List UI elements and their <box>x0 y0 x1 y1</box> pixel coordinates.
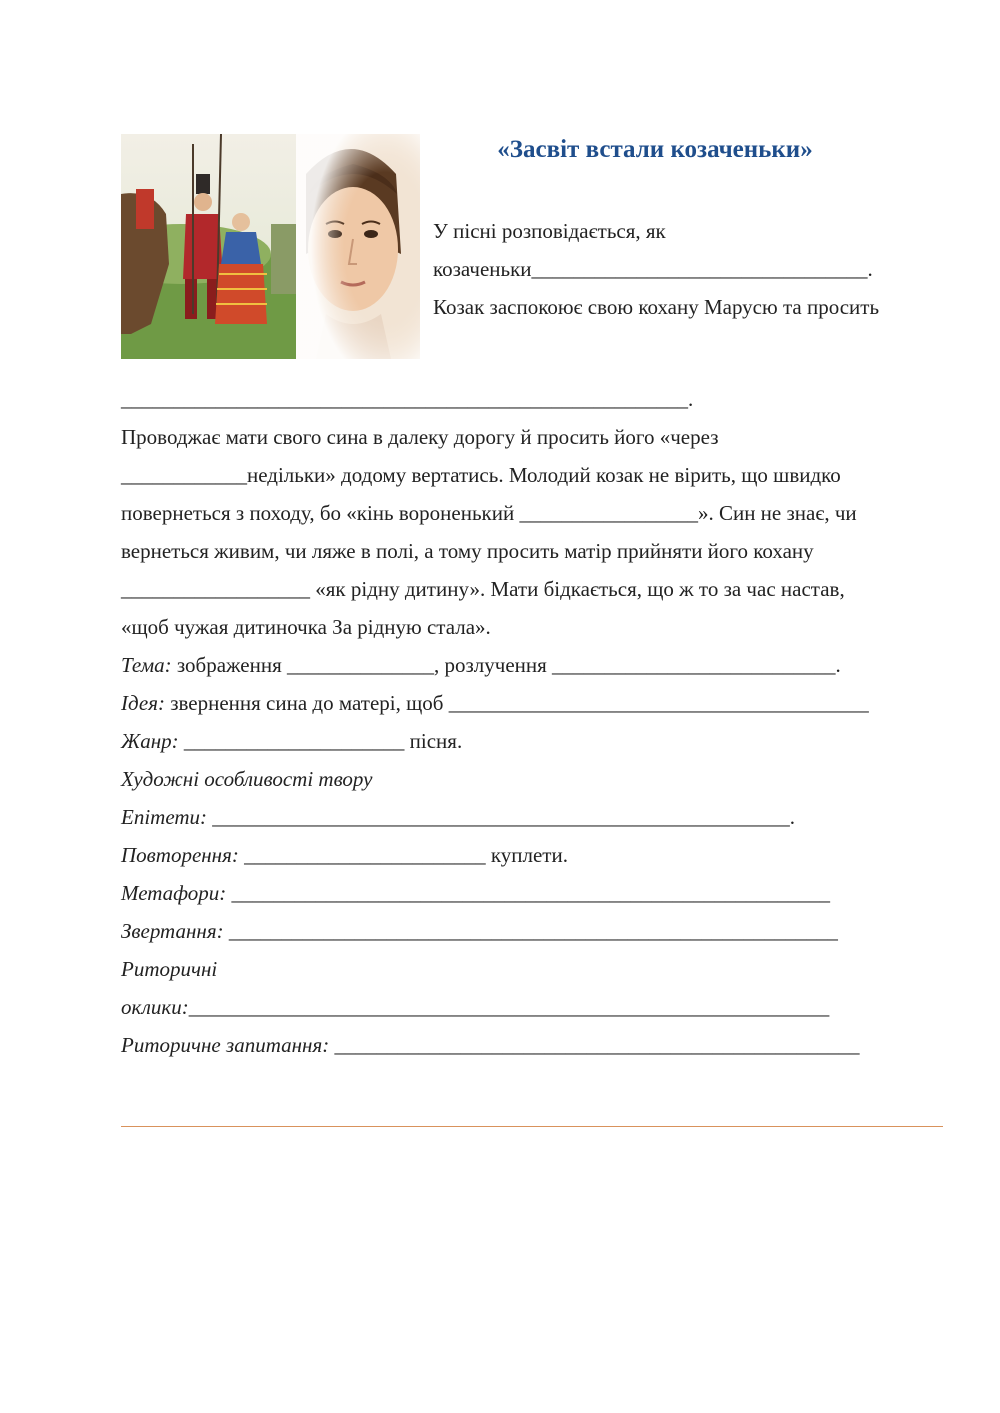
field-label: Риторичне запитання: <box>121 1033 330 1057</box>
field-rytorychni-oklyky <box>121 988 956 1026</box>
field-blank: _____________________________________________________________ <box>188 995 830 1019</box>
blank-line: ______________________________________________________. <box>121 387 694 411</box>
text-line: вернеться живим, чи ляже в полі, а тому просить матір прийняти його кохану <box>121 539 814 563</box>
field-label: Звертання: <box>121 919 224 943</box>
field-label: Тема: <box>121 653 172 677</box>
field-blank: _________________________________________________________ <box>226 881 831 905</box>
field-ideya <box>121 684 956 722</box>
field-label: Повторення: <box>121 843 239 867</box>
text-line: «щоб чужая дитиночка За рідную стала». <box>121 615 491 639</box>
cossack-farewell-illustration <box>121 134 420 359</box>
field-label: Жанр: <box>121 729 179 753</box>
field-tema <box>121 646 956 684</box>
intro-line-blank: козаченьки________________________________. <box>433 257 873 281</box>
intro-line: Козак заспокоює свою кохану Марусю та просить <box>433 295 880 319</box>
field-rytorychni-label <box>121 950 956 988</box>
field-label: Метафори: <box>121 881 227 905</box>
field-blank: _______________________________________________________. <box>207 805 796 829</box>
field-label: оклики: <box>121 995 189 1019</box>
worksheet-body <box>121 380 956 1064</box>
divider-rule <box>121 1126 943 1127</box>
intro-line: У пісні розповідається, як <box>433 219 666 243</box>
intro-paragraph <box>433 212 953 326</box>
field-blank: _____________________ пісня. <box>178 729 463 753</box>
field-povtorennya <box>121 836 956 874</box>
field-blank: зображення ______________, розлучення ___________________________. <box>171 653 841 677</box>
field-label: Ідея: <box>121 691 165 715</box>
field-metafory <box>121 874 956 912</box>
field-blank: __________________________________________________________ <box>223 919 838 943</box>
text-line: Проводжає мати свого сина в далеку дорогу й просить його «через <box>121 425 719 449</box>
field-label: Риторичні <box>121 957 218 981</box>
field-epitety <box>121 798 956 836</box>
field-blank: звернення сина до матері, щоб ________________________________________ <box>164 691 869 715</box>
field-label: Художні особливості твору <box>121 767 373 791</box>
text-line: ____________недільки» додому вертатись. Молодий козак не вірить, що швидко <box>121 463 841 487</box>
features-heading <box>121 760 956 798</box>
text-line: повернеться з походу, бо «кінь вороненький _________________». Син не знає, чи <box>121 501 857 525</box>
field-zvertannya <box>121 912 956 950</box>
field-blank: _______________________ куплети. <box>238 843 568 867</box>
field-blank: __________________________________________________ <box>329 1033 860 1057</box>
text-line: __________________ «як рідну дитину». Мати бідкається, що ж то за час настав, <box>121 577 845 601</box>
page-title: «Засвіт встали козаченьки» <box>497 136 813 163</box>
field-label: Епітети: <box>121 805 208 829</box>
field-zapytannya <box>121 1026 956 1064</box>
field-zhanr <box>121 722 956 760</box>
